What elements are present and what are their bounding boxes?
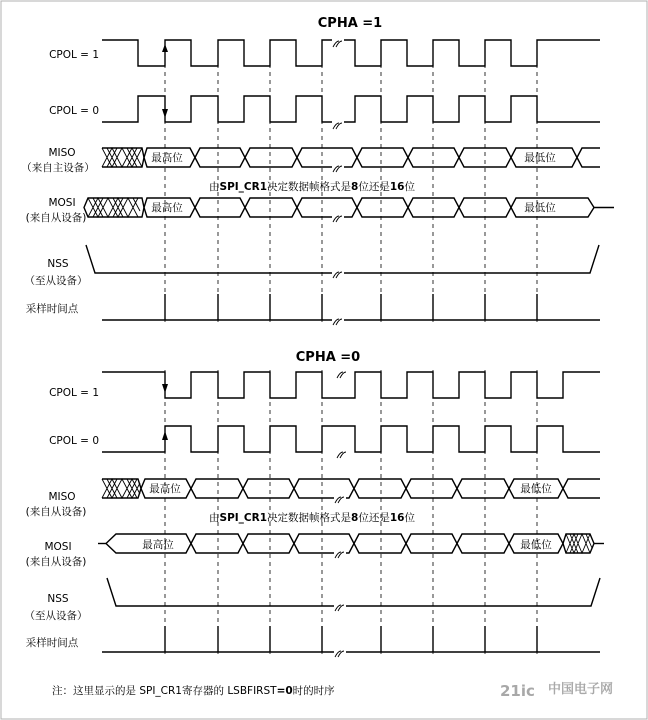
frame-format-note: 由SPI_CR1决定数据帧格式是8位还是16位 bbox=[209, 181, 415, 193]
cpol1-label: CPOL = 1 bbox=[49, 49, 99, 61]
panel-title: CPHA =0 bbox=[295, 350, 361, 365]
cpol0-label: CPOL = 0 bbox=[49, 435, 99, 447]
mosi-sublabel: (来自从设备) bbox=[25, 556, 87, 568]
frame-format-note: 由SPI_CR1决定数据帧格式是8位还是16位 bbox=[209, 512, 415, 524]
nss-sublabel: （至从设备） bbox=[24, 610, 88, 622]
watermark-cn: 中国电子网 bbox=[548, 682, 614, 697]
cpol0-label: CPOL = 0 bbox=[49, 105, 99, 117]
miso-label: MISO bbox=[48, 491, 76, 503]
panel-title: CPHA =1 bbox=[317, 16, 383, 31]
mosi-label: MOSI bbox=[48, 197, 76, 209]
miso-lsb: 最低位 bbox=[524, 152, 556, 164]
sample-label: 采样时间点 bbox=[25, 303, 79, 315]
miso-sublabel: (来自从设备) bbox=[25, 506, 87, 518]
sample-label: 采样时间点 bbox=[25, 637, 79, 649]
miso-lsb: 最低位 bbox=[520, 483, 552, 495]
cpol1-label: CPOL = 1 bbox=[49, 387, 99, 399]
mosi-lsb: 最低位 bbox=[524, 202, 556, 214]
footer-note: 注：这里显示的是 SPI_CR1寄存器的 LSBFIRST=0时的时序 bbox=[52, 685, 335, 697]
watermark-21ic: 21ic bbox=[500, 682, 535, 700]
nss-label: NSS bbox=[47, 593, 69, 605]
mosi-msb: 最高位 bbox=[142, 539, 174, 551]
miso-sublabel: （来自主设备） bbox=[21, 162, 95, 174]
miso-msb: 最高位 bbox=[149, 483, 181, 495]
mosi-label: MOSI bbox=[44, 541, 72, 553]
mosi-sublabel: (来自从设备) bbox=[25, 212, 87, 224]
nss-label: NSS bbox=[47, 258, 69, 270]
nss-sublabel: （至从设备） bbox=[24, 275, 88, 287]
miso-msb: 最高位 bbox=[151, 152, 183, 164]
miso-label: MISO bbox=[48, 147, 76, 159]
mosi-lsb: 最低位 bbox=[520, 539, 552, 551]
mosi-msb: 最高位 bbox=[151, 202, 183, 214]
